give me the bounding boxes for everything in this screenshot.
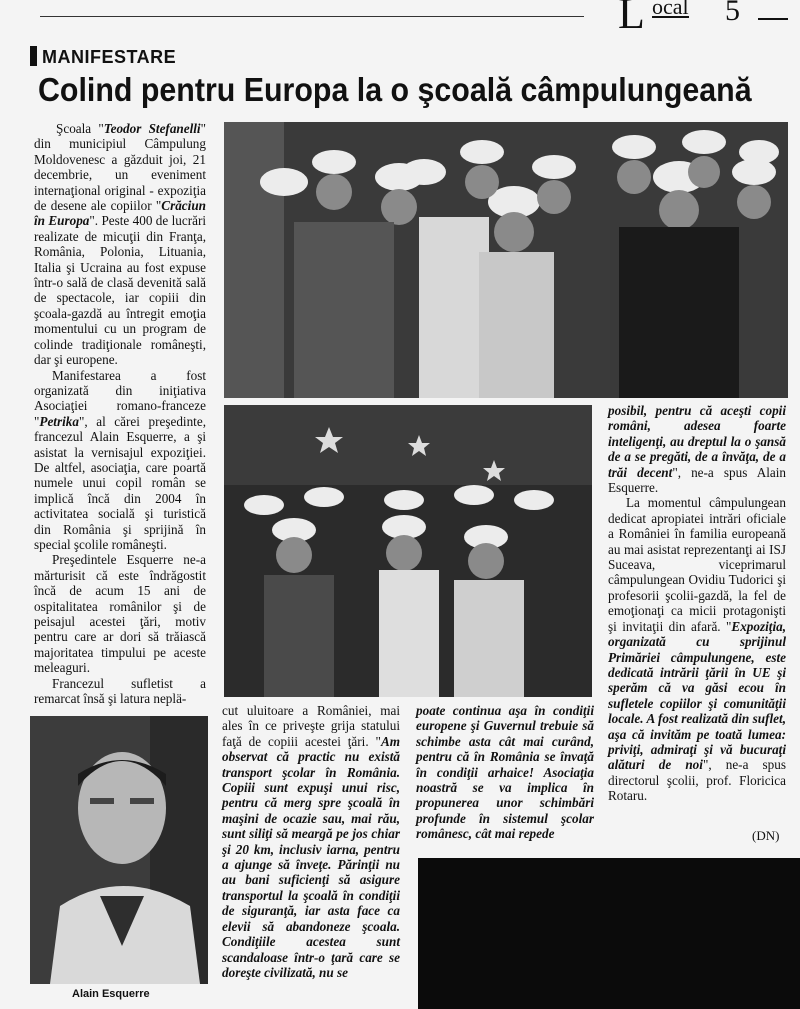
paragraph (222, 703, 400, 980)
section-letter: L (618, 0, 645, 38)
column-4 (608, 403, 786, 804)
header-box (584, 0, 800, 30)
paragraph (608, 495, 786, 803)
text-run: Manifestarea a fost organizată din iniţiativa Asociaţiei romano-franceze " (34, 367, 206, 429)
text-run: ", al cărei preşedinte, francezul Alain Esquerre, a şi asistat la vernisajul expoziţiei. De altfel, asociaţia, care poartă numele unui copil român se implică încă din 2004 în activitatea socială şi turistică din România şi sprijină în special şcolile româneşti. (34, 413, 206, 552)
association-name: Petrika (39, 413, 79, 429)
kicker-text: MANIFESTARE (42, 47, 177, 67)
quote: posibil, pentru că aceşti copii români, adesea foarte inteligenţi, au dreptul la o şansă de a se pregăti, de a învăţa, de a trăi decent (608, 403, 786, 480)
paragraph (34, 368, 206, 553)
text-run: La momentul câmpulungean dedicat apropiatei intrări oficiale a României în familia europeană au mai asistat reprezentanţi ai ISJ Suceava, viceprimarul câmpulungean Ovidiu Tudorici şi profesorii şcolii-gazdă, la fel de emoţionaţi ca micii protagonişti şi invitaţii din afară. " (608, 495, 786, 634)
text-run: Şcoala " (56, 121, 104, 136)
quote: Expoziţia, organizată cu sprijinul Primăriei câmpulungene, este dedicată intrării ţării în UE şi sperăm că va găsi ecou în sufletele copiilor şi comunităţii locale. A fost realizată din suflet, aşa că invităm pe toată lumea: priviţi, admiraţi şi vă bucuraţi alături de noi (608, 618, 786, 773)
kicker (30, 46, 176, 68)
paragraph: Preşedintele Esquerre ne-a mărturisit că este îndrăgostit încă de acum 15 ani de ospitalitatea românilor şi de peisajul acestei ţări, motiv pentru care ar dori să trăiască majoritatea timpului pe aceste meleaguri. (34, 552, 206, 676)
quote: Am observat că practic nu există transport şcolar în România. Copiii sunt expuşi unui risc, pentru că merg spre şcoală în maşini de ocazie sau, mai rău, sunt siliţi să meargă pe jos chiar şi 20 km, inclusiv iarna, pentru a ajunge să înveţe. Părinţii nu au bani suficienţi să asigure transportul la şcoală în condiţii de siguranţă, iar asta face ca elevii să abandoneze şcoala. Condiţiile acestea sunt scandaloase într-o ţară care se doreşte civilizată, nu se (222, 733, 400, 980)
byline: (DN) (752, 828, 780, 843)
exhibition-name: Crăciun în Europa (34, 198, 206, 229)
section-name: ocal (652, 0, 689, 19)
page-number: 5 (725, 0, 740, 27)
headline: Colind pentru Europa la o şcoală câmpulungeană (38, 71, 752, 108)
paragraph (34, 121, 206, 368)
header-dash (758, 18, 788, 20)
school-name: Teodor Stefanelli (103, 121, 201, 136)
text-run: ", ne-a spus Alain Esquerre. (608, 464, 786, 496)
column-3 (416, 703, 594, 842)
paragraph (608, 403, 786, 495)
photo-caption: Alain Esquerre (72, 988, 150, 1000)
text-run: cut uluitoare a României, mai ales în ce priveşte grija statului faţă de copiii acestei ţări. " (222, 703, 400, 749)
kicker-bar (30, 46, 37, 66)
text-run: " din municipiul Câmpulung Moldovenesc a găzduit joi, 21 decembrie, un eveniment internaţional original - expoziţia de desene ale copiilor " (34, 121, 206, 214)
text-run: ", ne-a spus directorul şcolii, prof. Floricica Rotaru. (608, 757, 787, 804)
quote: poate continua aşa în condiţii europene şi Guvernul trebuie să schimbe asta cât mai curând, pentru că în România se învaţă în condiţii arhaice! Asociaţia noastră se va implica în propunerea unor schimbări profunde în sistemul şcolar românesc, cât mai repede (416, 703, 594, 842)
column-1 (34, 121, 206, 706)
paragraph: Francezul sufletist a remarcat însă şi latura neplä- (34, 675, 206, 707)
middle-photo (224, 405, 592, 697)
top-photo (224, 122, 788, 398)
text-run: ". Peste 400 de lucrări realizate de micuţii din Franţa, România, Polonia, Lituania, Italia şi Ucraina au fost expuse într-o sală de clasă devenită sală de spectacole, iar copiii din şcoala-gazdă au întregit emoţia momentului cu un program de colinde tradiţionale româneşti, dar şi europene. (34, 213, 206, 368)
column-2 (222, 703, 400, 980)
dark-area (418, 858, 800, 1009)
portrait-photo (30, 716, 208, 984)
